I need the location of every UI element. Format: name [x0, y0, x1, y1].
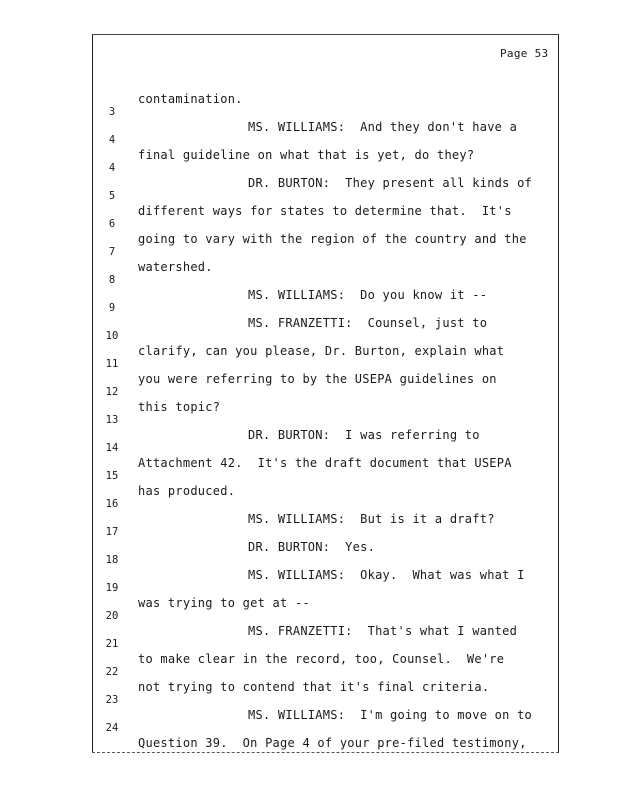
transcript-line	[96, 624, 554, 666]
transcript-line	[96, 512, 554, 554]
line-text: final guideline on what that is yet, do they?	[138, 148, 475, 162]
line-number: 4	[108, 134, 116, 146]
line-number: 16	[105, 498, 119, 510]
line-number: 8	[108, 274, 116, 286]
transcript-line	[96, 456, 554, 498]
line-number: 9	[108, 302, 116, 314]
line-text: DR. BURTON: They present all kinds of	[248, 176, 533, 190]
transcript-body	[96, 64, 554, 750]
line-number: 24	[105, 722, 119, 734]
transcript-line	[96, 428, 554, 470]
line-number: 11	[105, 358, 119, 370]
page-number: Page 53	[500, 47, 549, 60]
line-number: 5	[108, 190, 116, 202]
line-text: to make clear in the record, too, Counsel. We're	[138, 652, 505, 666]
line-number: 7	[108, 246, 116, 258]
line-text: MS. WILLIAMS: But is it a draft?	[248, 512, 495, 526]
line-text: contamination.	[138, 92, 243, 106]
line-number: 3	[108, 106, 116, 118]
line-text: was trying to get at --	[138, 596, 310, 610]
footer-rule	[92, 752, 559, 753]
transcript-line	[96, 596, 554, 638]
line-number: 15	[105, 470, 119, 482]
line-number: 4	[108, 162, 116, 174]
line-number: 20	[105, 610, 119, 622]
transcript-line	[96, 260, 554, 302]
line-text: clarify, can you please, Dr. Burton, explain what	[138, 344, 505, 358]
transcript-line	[96, 652, 554, 694]
transcript-line	[96, 232, 554, 274]
line-text: this topic?	[138, 400, 221, 414]
line-text: MS. WILLIAMS: And they don't have a	[248, 120, 518, 134]
line-text: MS. FRANZETTI: Counsel, just to	[248, 316, 488, 330]
line-text: DR. BURTON: Yes.	[248, 540, 376, 554]
line-text: going to vary with the region of the country and the	[138, 232, 527, 246]
line-text: MS. WILLIAMS: Okay. What was what I	[248, 568, 525, 582]
line-number: 17	[105, 526, 119, 538]
line-number: 23	[105, 694, 119, 706]
line-text: MS. FRANZETTI: That's what I wanted	[248, 624, 518, 638]
line-number: 14	[105, 442, 119, 454]
transcript-line	[96, 484, 554, 526]
transcript-line	[96, 92, 554, 134]
line-text: different ways for states to determine that. It's	[138, 204, 512, 218]
line-number: 13	[105, 414, 119, 426]
line-number: 12	[105, 386, 119, 398]
line-number: 6	[108, 218, 116, 230]
transcript-line	[96, 540, 554, 582]
transcript-line	[96, 120, 554, 162]
line-text: DR. BURTON: I was referring to	[248, 428, 480, 442]
transcript-line	[96, 316, 554, 358]
line-text: Question 39. On Page 4 of your pre-filed testimony,	[138, 736, 527, 750]
transcript-line	[96, 680, 554, 722]
transcript-line	[96, 64, 554, 106]
line-number: 21	[105, 638, 119, 650]
line-number: 22	[105, 666, 119, 678]
transcript-line	[96, 148, 554, 190]
line-number: 19	[105, 582, 119, 594]
transcript-line	[96, 344, 554, 386]
line-text: not trying to contend that it's final criteria.	[138, 680, 490, 694]
line-number: 10	[105, 330, 119, 342]
transcript-line	[96, 176, 554, 218]
transcript-line	[96, 708, 554, 750]
line-text: has produced.	[138, 484, 236, 498]
transcript-line	[96, 400, 554, 442]
transcript-line	[96, 568, 554, 610]
transcript-line	[96, 288, 554, 330]
transcript-line	[96, 204, 554, 246]
line-text: watershed.	[138, 260, 213, 274]
line-text: you were referring to by the USEPA guidelines on	[138, 372, 497, 386]
line-number: 18	[105, 554, 119, 566]
transcript-line	[96, 372, 554, 414]
line-text: MS. WILLIAMS: Do you know it --	[248, 288, 488, 302]
line-text: MS. WILLIAMS: I'm going to move on to	[248, 708, 533, 722]
line-text: Attachment 42. It's the draft document that USEPA	[138, 456, 512, 470]
